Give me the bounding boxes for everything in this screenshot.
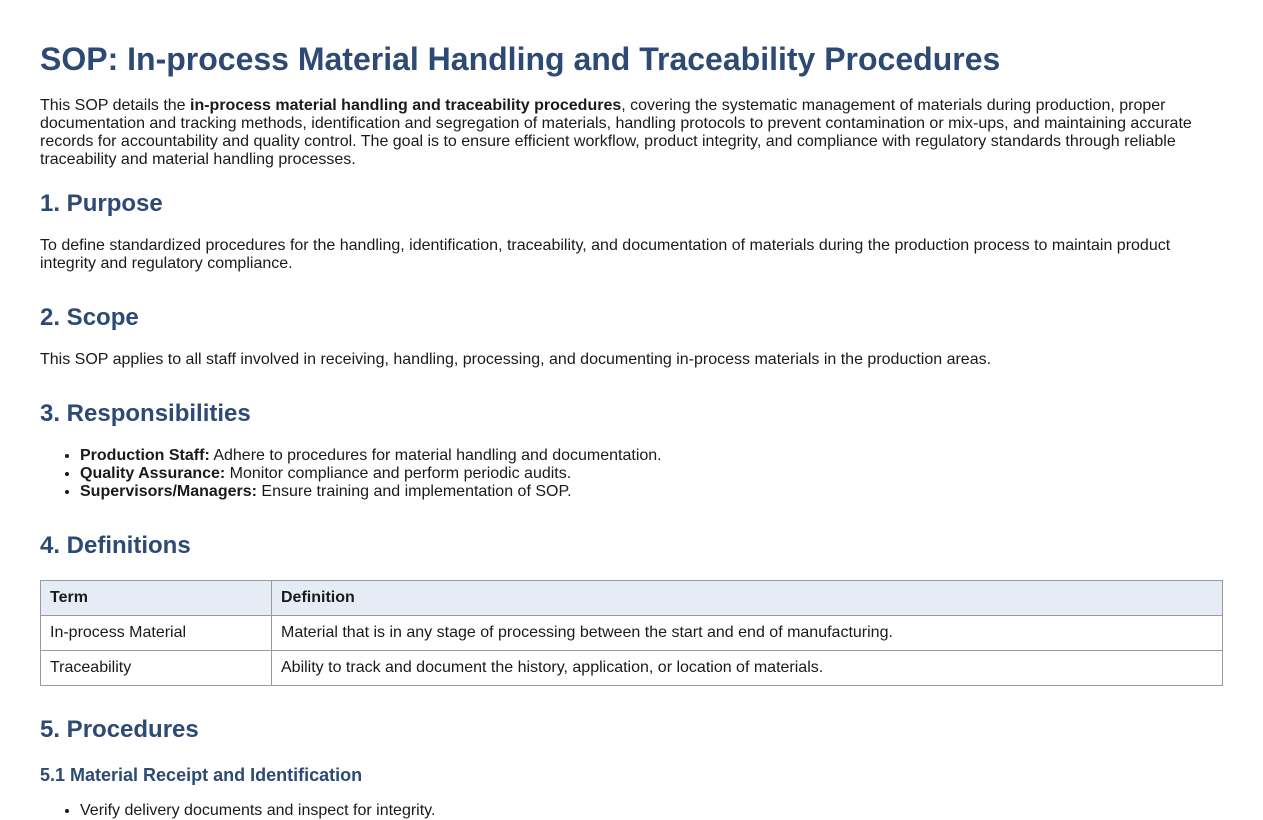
- intro-text-bold: in-process material handling and traceability procedures: [190, 97, 622, 114]
- list-item: [80, 483, 662, 501]
- table-cell: Material that is in any stage of processing between the start and end of manufacturing.: [272, 616, 1223, 651]
- definitions-table: [40, 580, 1223, 686]
- table-cell: Traceability: [41, 651, 272, 686]
- role-label: Production Staff:: [80, 447, 210, 464]
- role-description: Adhere to procedures for material handling and documentation.: [209, 447, 662, 464]
- table-row: [41, 616, 1223, 651]
- table-cell: In-process Material: [41, 616, 272, 651]
- role-label: Supervisors/Managers:: [80, 483, 257, 500]
- scope-heading: 2. Scope: [40, 304, 139, 331]
- list-item: [80, 465, 662, 483]
- intro-text-end: , covering the systematic management of materials during production, proper documentation and tracking methods, identification and segregation of materials, handling protocols to prevent contamination or mix-ups, and maintaining accurate records for accountability and quality control. The goal is to ensure efficient workflow, product integrity, and compliance with regulatory standards through reliable traceability and material handling processes.: [40, 97, 1192, 168]
- role-description: Monitor compliance and perform periodic audits.: [225, 465, 572, 482]
- material-receipt-heading: 5.1 Material Receipt and Identification: [40, 765, 363, 785]
- table-header-row: [41, 581, 1223, 616]
- table-row: [41, 651, 1223, 686]
- role-description: Ensure training and implementation of SOP.: [256, 483, 572, 500]
- list-item: • Verify delivery documents and inspect for integrity.: [80, 802, 435, 820]
- page-title: SOP: In-process Material Handling and Traceability Procedures: [40, 41, 1001, 77]
- column-header-definition: Definition: [272, 581, 1223, 616]
- procedures-heading: 5. Procedures: [40, 716, 199, 743]
- purpose-text: To define standardized procedures for the handling, identification, traceability, and documentation of materials during the production process to maintain product integrity and regulatory compliance.: [40, 237, 1171, 272]
- responsibilities-list: [40, 447, 662, 501]
- role-label: Quality Assurance:: [80, 465, 226, 482]
- intro-text-start: This SOP details the: [40, 97, 190, 114]
- scope-text: This SOP applies to all staff involved in receiving, handling, processing, and documenting in-process materials in the production areas.: [40, 351, 992, 368]
- list-item: [80, 447, 662, 465]
- intro-paragraph: [40, 97, 1195, 169]
- purpose-heading: 1. Purpose: [40, 190, 163, 217]
- table-cell: Ability to track and document the history, application, or location of materials.: [272, 651, 1223, 686]
- material-receipt-list: [40, 802, 435, 820]
- definitions-heading: 4. Definitions: [40, 532, 191, 559]
- responsibilities-heading: 3. Responsibilities: [40, 400, 251, 427]
- column-header-term: Term: [41, 581, 272, 616]
